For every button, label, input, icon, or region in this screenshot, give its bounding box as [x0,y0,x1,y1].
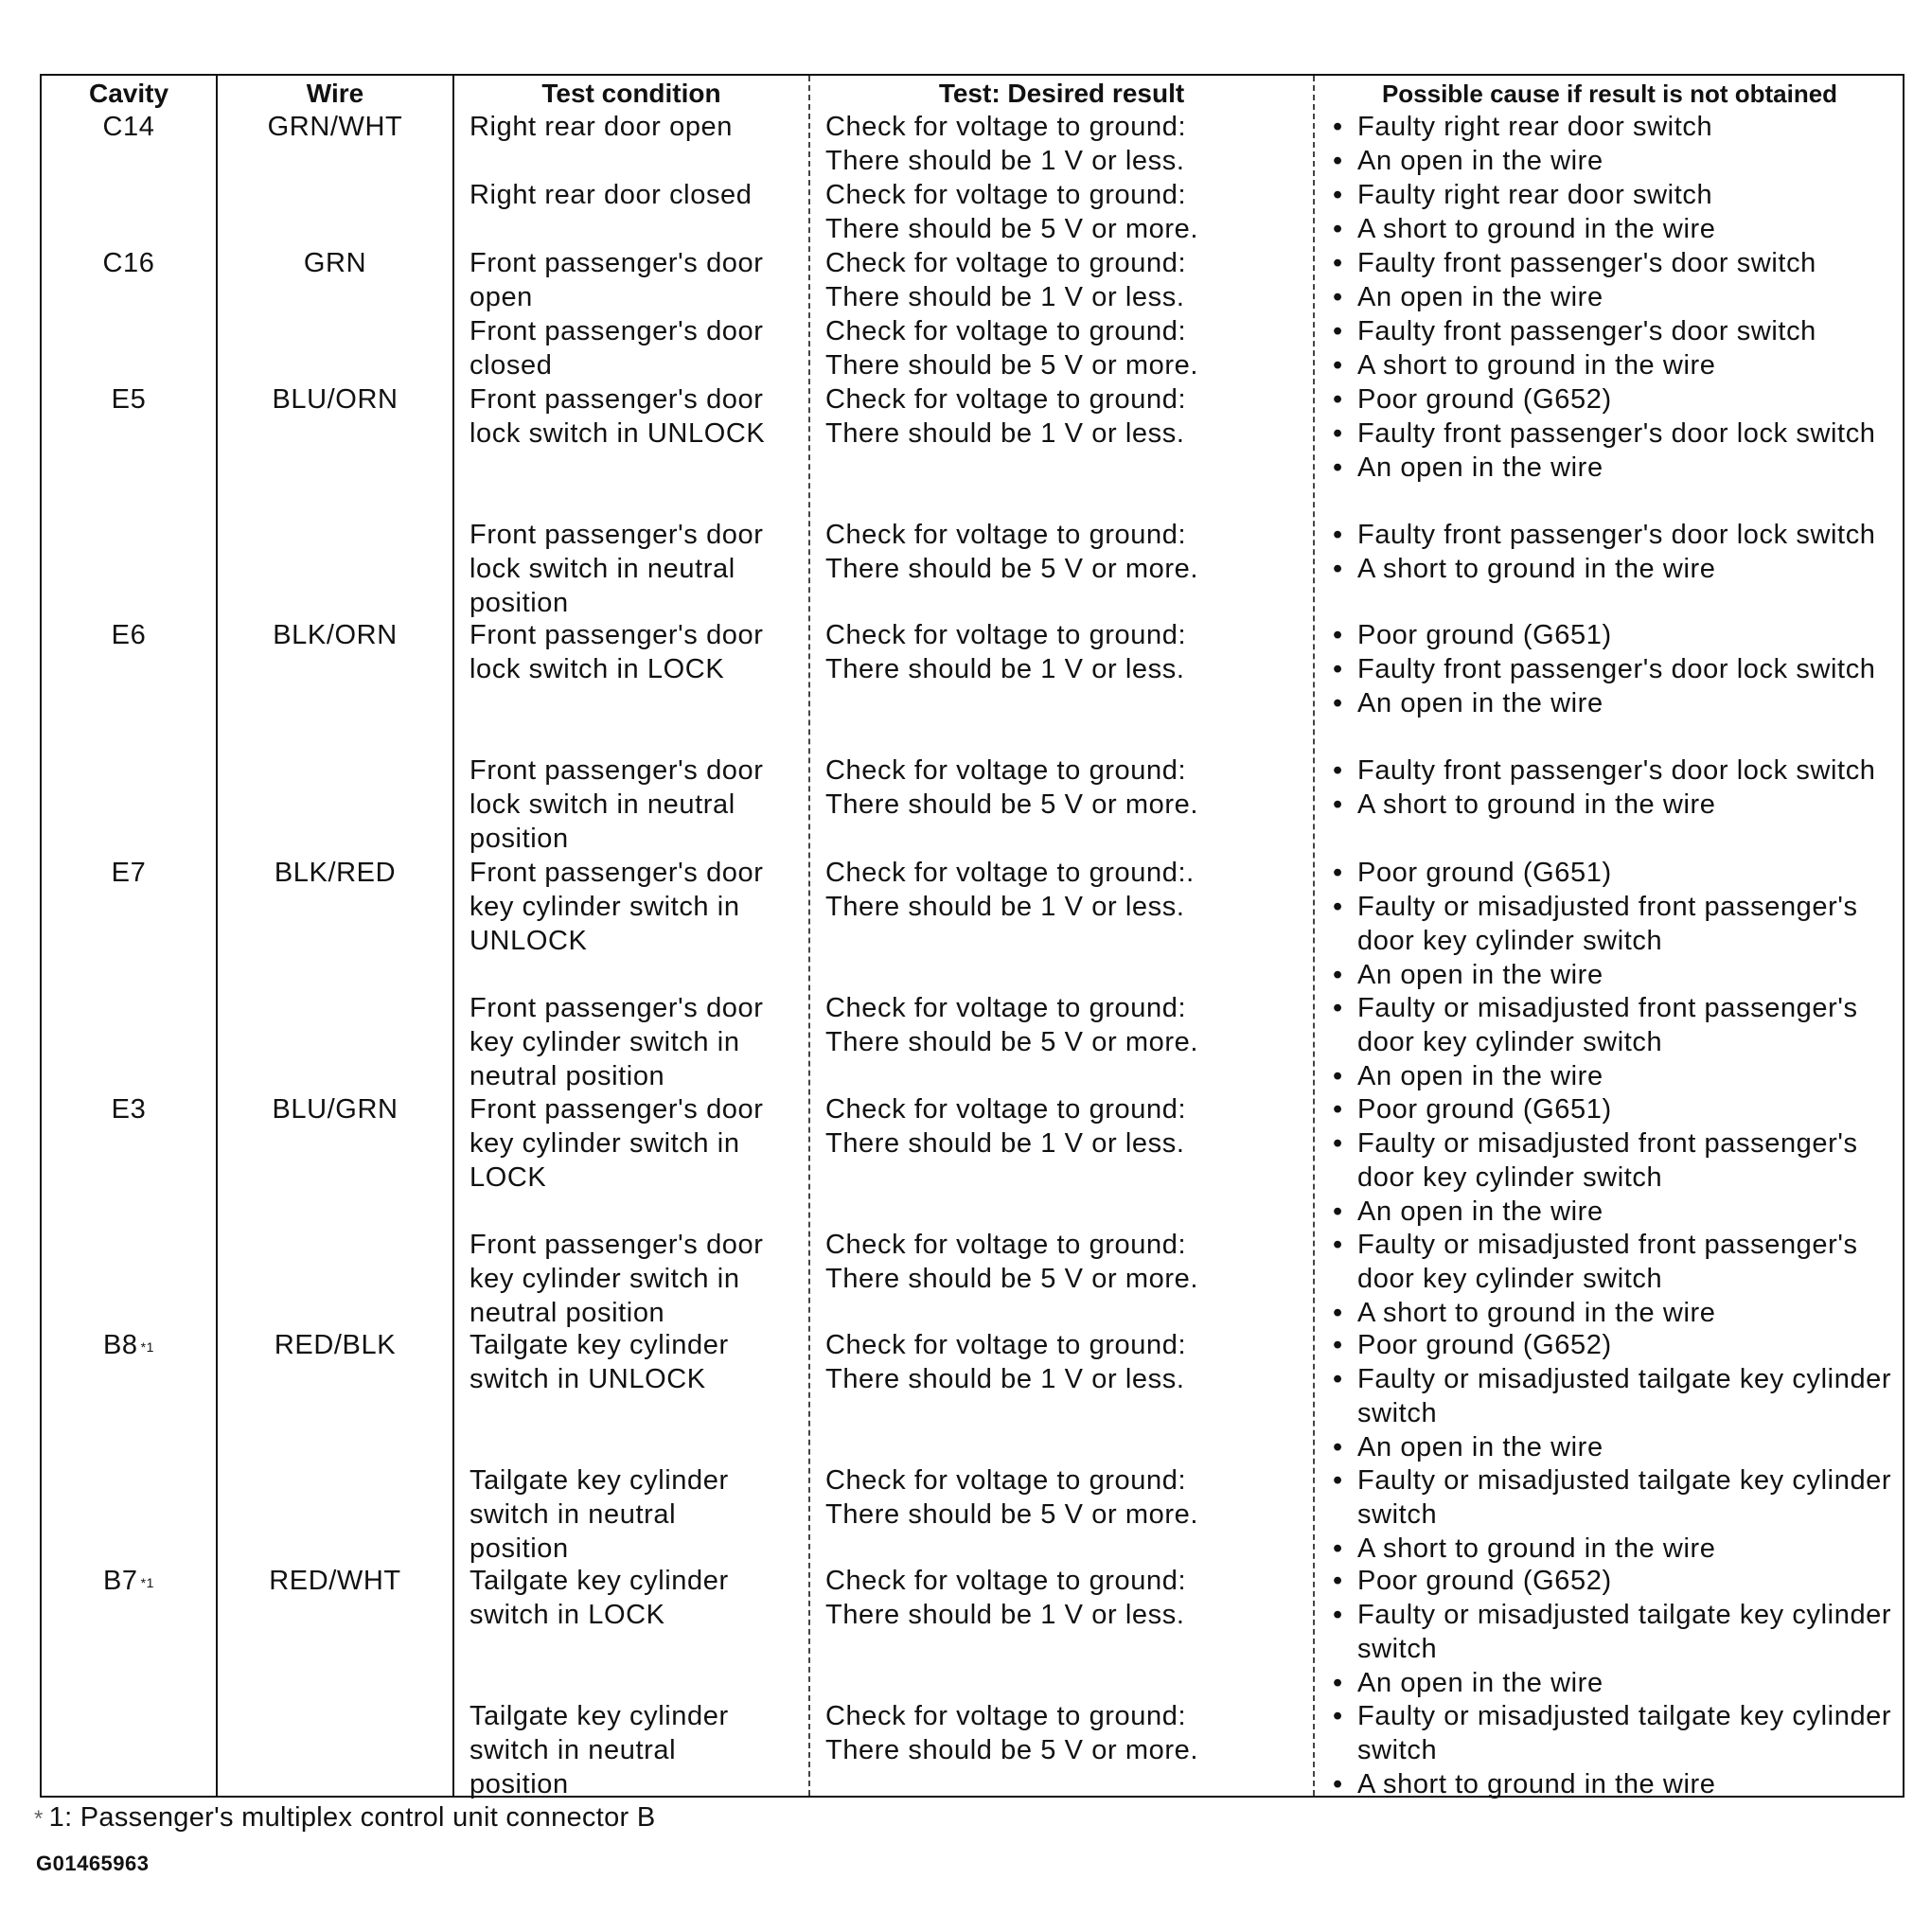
cause-bullet-item: • An open in the wire [1331,1430,1904,1464]
test-condition-cell: Tailgate key cylinder switch in UNLOCK [469,1330,729,1394]
test-condition-cell: Right rear door closed [469,180,753,210]
cause-bullet-item: • A short to ground in the wire [1331,1767,1904,1801]
test-condition-cell: Front passenger's door closed [469,316,764,381]
cavity-cell [42,1328,216,1362]
cavity-value: E5 [111,384,147,415]
cause-bullet-item: • An open in the wire [1331,1666,1904,1700]
possible-cause-cell [1331,246,1904,314]
wire-cell: BLU/ORN [272,384,399,415]
header-wire: Wire [306,79,364,108]
cavity-value: C16 [102,248,155,278]
cause-bullet-item: • A short to ground in the wire [1331,552,1904,586]
desired-result-cell: Check for voltage to ground: There should be 5 V or more. [825,993,1198,1057]
possible-cause-cell [1331,1228,1904,1330]
cause-bullet-item: • Faulty right rear door switch [1331,110,1904,144]
test-condition-cell: Front passenger's door key cylinder switch in neutral position [469,993,764,1091]
footnote-reference: *1 [140,1339,155,1355]
cavity-value: E3 [111,1094,147,1125]
wire-cell: RED/BLK [274,1330,397,1360]
footnote-marker: * [34,1806,44,1832]
desired-result-cell: Check for voltage to ground: There should be 1 V or less. [825,620,1187,684]
test-condition-cell: Front passenger's door key cylinder switch in UNLOCK [469,858,764,956]
desired-result-cell: Check for voltage to ground: There should be 1 V or less. [825,112,1187,176]
cause-bullet-item: • A short to ground in the wire [1331,348,1904,382]
cause-bullet-item: • Faulty or misadjusted tailgate key cylinder switch [1331,1463,1904,1532]
column-divider [216,76,218,1796]
wire-cell: GRN/WHT [267,112,403,142]
cause-bullet-item: • Faulty or misadjusted tailgate key cylinder switch [1331,1699,1904,1767]
cause-bullet-item: • An open in the wire [1331,1059,1904,1093]
footnote-text: 1: Passenger's multiplex control unit connector B [48,1802,656,1833]
test-condition-cell: Front passenger's door key cylinder switch in LOCK [469,1094,764,1193]
cavity-cell [42,856,216,890]
cause-bullet-item: • Faulty or misadjusted front passenger's door key cylinder switch [1331,1228,1904,1296]
test-condition-cell: Front passenger's door lock switch in UNLOCK [469,384,766,449]
possible-cause-cell [1331,178,1904,246]
possible-cause-cell [1331,1463,1904,1566]
cause-bullet-item: • An open in the wire [1331,144,1904,178]
possible-cause-cell [1331,856,1904,992]
test-condition-cell: Right rear door open [469,112,733,142]
cause-bullet-item: • Faulty front passenger's door lock switch [1331,518,1904,552]
cavity-value: E7 [111,858,147,888]
possible-cause-cell [1331,1564,1904,1700]
desired-result-cell: Check for voltage to ground: There should be 5 V or more. [825,1701,1198,1765]
cause-bullet-item: • A short to ground in the wire [1331,1296,1904,1330]
column-divider [1313,76,1315,1796]
footnote [34,1800,655,1836]
desired-result-cell: Check for voltage to ground: There should be 5 V or more. [825,520,1198,584]
cause-bullet-item: • Faulty or misadjusted front passenger's door key cylinder switch [1331,1126,1904,1195]
cavity-cell [42,1092,216,1126]
cause-bullet-item: • Faulty right rear door switch [1331,178,1904,212]
cavity-cell [42,382,216,417]
cavity-cell [42,618,216,652]
cause-bullet-item: • Faulty or misadjusted front passenger's door key cylinder switch [1331,991,1904,1059]
cause-bullet-item: • An open in the wire [1331,686,1904,720]
cause-bullet-item: • Faulty front passenger's door lock switch [1331,417,1904,451]
possible-cause-cell [1331,618,1904,720]
header-cavity: Cavity [88,79,169,108]
footnote-reference: *1 [140,1575,155,1590]
desired-result-cell: Check for voltage to ground: There should be 1 V or less. [825,248,1187,312]
cause-bullet-item: • A short to ground in the wire [1331,1532,1904,1566]
desired-result-cell: Check for voltage to ground: There should be 5 V or more. [825,755,1198,820]
cause-bullet-item: • A short to ground in the wire [1331,212,1904,246]
desired-result-cell: Check for voltage to ground:. There should be 1 V or less. [825,858,1195,922]
column-divider [452,76,454,1796]
possible-cause-cell [1331,518,1904,586]
cause-bullet-item: • Faulty or misadjusted front passenger's door key cylinder switch [1331,890,1904,958]
desired-result-cell: Check for voltage to ground: There should be 1 V or less. [825,1094,1187,1159]
cause-bullet-item: • Poor ground (G652) [1331,1328,1904,1362]
desired-result-cell: Check for voltage to ground: There should be 1 V or less. [825,1566,1187,1630]
cause-bullet-item: • Poor ground (G651) [1331,618,1904,652]
wire-cell: BLU/GRN [272,1094,399,1125]
cause-bullet-item: • Faulty or misadjusted tailgate key cylinder switch [1331,1598,1904,1666]
test-condition-cell: Front passenger's door lock switch in neutral position [469,520,764,618]
possible-cause-cell [1331,110,1904,178]
cavity-value: E6 [111,620,147,650]
cause-bullet-item: • Faulty front passenger's door switch [1331,246,1904,280]
cause-bullet-item: • Poor ground (G651) [1331,856,1904,890]
possible-cause-cell [1331,991,1904,1093]
figure-id: G01465963 [36,1852,150,1875]
test-condition-cell: Front passenger's door key cylinder switch in neutral position [469,1230,764,1328]
cavity-value: B8 [102,1330,138,1360]
cause-bullet-item: • An open in the wire [1331,280,1904,314]
test-condition-cell: Front passenger's door lock switch in LOCK [469,620,764,684]
wire-cell: BLK/ORN [273,620,398,650]
cause-bullet-item: • An open in the wire [1331,958,1904,992]
cause-bullet-item: • Faulty front passenger's door switch [1331,314,1904,348]
cavity-value: B7 [102,1566,138,1596]
test-condition-cell: Tailgate key cylinder switch in neutral position [469,1465,729,1564]
desired-result-cell: Check for voltage to ground: There should be 5 V or more. [825,180,1198,244]
cavity-cell [42,110,216,144]
test-table [40,74,1904,1798]
possible-cause-cell [1331,1092,1904,1229]
desired-result-cell: Check for voltage to ground: There should be 5 V or more. [825,1230,1198,1294]
wire-cell: GRN [303,248,367,278]
wire-cell: RED/WHT [269,1566,401,1596]
cause-bullet-item: • Faulty front passenger's door lock switch [1331,652,1904,686]
test-condition-cell: Tailgate key cylinder switch in LOCK [469,1566,729,1630]
cause-bullet-item: • An open in the wire [1331,451,1904,485]
desired-result-cell: Check for voltage to ground: There should be 1 V or less. [825,1330,1187,1394]
cavity-value: C14 [102,112,155,142]
desired-result-cell: Check for voltage to ground: There should be 5 V or more. [825,316,1198,381]
desired-result-cell: Check for voltage to ground: There should be 5 V or more. [825,1465,1198,1530]
possible-cause-cell [1331,753,1904,822]
cause-bullet-item: • Faulty or misadjusted tailgate key cylinder switch [1331,1362,1904,1430]
column-divider [808,76,810,1796]
possible-cause-cell [1331,1699,1904,1801]
test-condition-cell: Tailgate key cylinder switch in neutral position [469,1701,729,1799]
test-condition-cell: Front passenger's door lock switch in neutral position [469,755,764,854]
possible-cause-cell [1331,382,1904,485]
cause-bullet-item: • Poor ground (G651) [1331,1092,1904,1126]
possible-cause-cell [1331,314,1904,382]
cavity-cell [42,246,216,280]
header-possible-cause: Possible cause if result is not obtained [1381,80,1838,108]
cause-bullet-item: • An open in the wire [1331,1195,1904,1229]
header-test-condition: Test condition [541,79,721,108]
cause-bullet-item: • Poor ground (G652) [1331,1564,1904,1598]
desired-result-cell: Check for voltage to ground: There should be 1 V or less. [825,384,1187,449]
cause-bullet-item: • A short to ground in the wire [1331,788,1904,822]
cause-bullet-item: • Faulty front passenger's door lock switch [1331,753,1904,788]
cavity-cell [42,1564,216,1598]
test-condition-cell: Front passenger's door open [469,248,764,312]
wire-cell: BLK/RED [274,858,397,888]
possible-cause-cell [1331,1328,1904,1464]
cause-bullet-item: • Poor ground (G652) [1331,382,1904,417]
header-desired-result: Test: Desired result [938,79,1185,108]
